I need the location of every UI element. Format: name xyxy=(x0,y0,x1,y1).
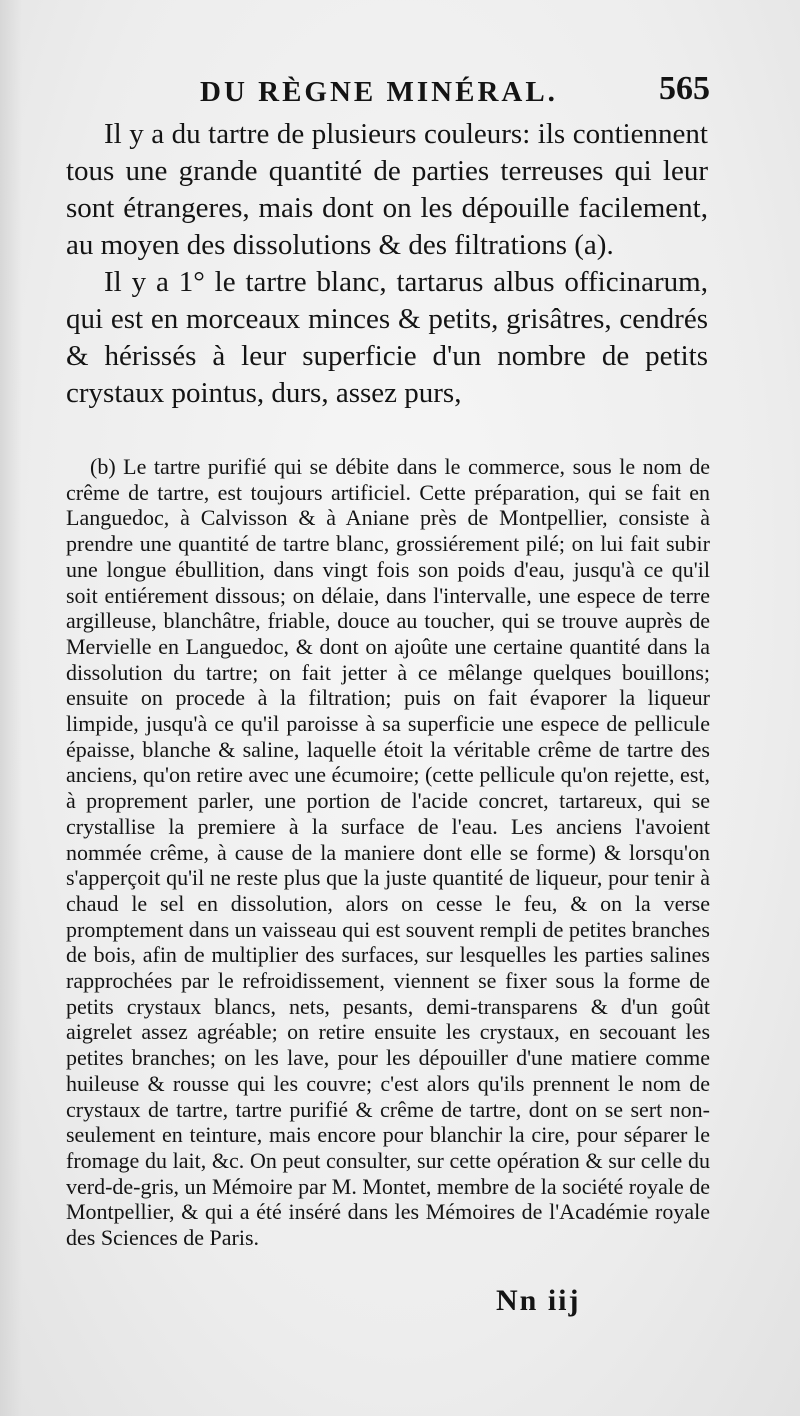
signature-mark: Nn iij xyxy=(496,1284,581,1317)
footnote xyxy=(66,454,710,1251)
running-title: DU RÈGNE MINÉRAL. xyxy=(200,76,558,108)
scan-shadow xyxy=(0,0,22,1416)
page-number: 565 xyxy=(659,70,710,107)
main-paragraph-1: Il y a du tartre de plusieurs couleurs: ils contiennent tous une grande quantité de parties terreuses qui leur sont étrangeres, mais dont on les dépouille facilement, au moyen des dissolutions & des filtrations (a). xyxy=(66,118,708,261)
page-header xyxy=(200,70,710,116)
main-paragraph-2: Il y a 1° le tartre blanc, tartarus albus officinarum, qui est en morceaux minces & petits, grisâtres, cendrés & hérissés à leur superficie d'un nombre de petits crystaux pointus, durs, assez purs, xyxy=(66,266,708,409)
footnote-text: (b) Le tartre purifié qui se débite dans le commerce, sous le nom de crême de tartre, est toujours artificiel. Cette préparation, qui se fait en Languedoc, à Calvisson & à Aniane près de Montpellier, consiste à prendre une quantité de tartre blanc, grossiérement pilé; on lui fait subir une longue ébullition, dans vingt fois son poids d'eau, jusqu'à ce qu'il soit entiérement dissous; on délaie, dans l'intervalle, une espece de terre argilleuse, blanchâtre, friable, douce au toucher, qui se trouve auprès de Mervielle en Languedoc, & dont on ajoûte une certaine quantité dans la dissolution du tartre; on fait jetter à ce mêlange quelques bouillons; ensuite on procede à la filtration; puis on fait évaporer la liqueur limpide, jusqu'à ce qu'il paroisse à sa superficie une espece de pellicule épaisse, blanche & saline, laquelle étoit la véritable crême de tartre des anciens, qu'on retire avec une écumoire; (cette pellicule qu'on rejette, est, à proprement parler, une portion de l'acide concret, tartareux, qui se crystallise la premiere à la surface de l'eau. Les anciens l'avoient nommée crême, à cause de la maniere dont elle se forme) & lorsqu'on s'apperçoit qu'il ne reste plus que la juste quantité de liqueur, pour tenir à chaud le sel en dissolution, alors on cesse le feu, & on la verse promptement dans un vaisseau qui est souvent rempli de petites branches de bois, afin de multiplier des surfaces, sur lesquelles les parties salines rapprochées par le refroidissement, viennent se fixer sous la forme de petits crystaux blancs, nets, pesants, demi-transparens & d'un goût aigrelet assez agréable; on retire ensuite les crystaux, en secouant les petites branches; on les lave, pour les dépouiller d'une matiere comme huileuse & rousse qui les couvre; c'est alors qu'ils prennent le nom de crystaux de tartre, tartre purifié & crême de tartre, dont on se sert non-seulement en teinture, mais encore pour blanchir la cire, pour séparer le fromage du lait, &c. On peut consulter, sur cette opération & sur celle du verd-de-gris, un Mémoire par M. Montet, membre de la société royale de Montpellier, & qui a été inséré dans les Mémoires de l'Académie royale des Sciences de Paris. xyxy=(66,454,710,1251)
main-text xyxy=(66,116,708,412)
